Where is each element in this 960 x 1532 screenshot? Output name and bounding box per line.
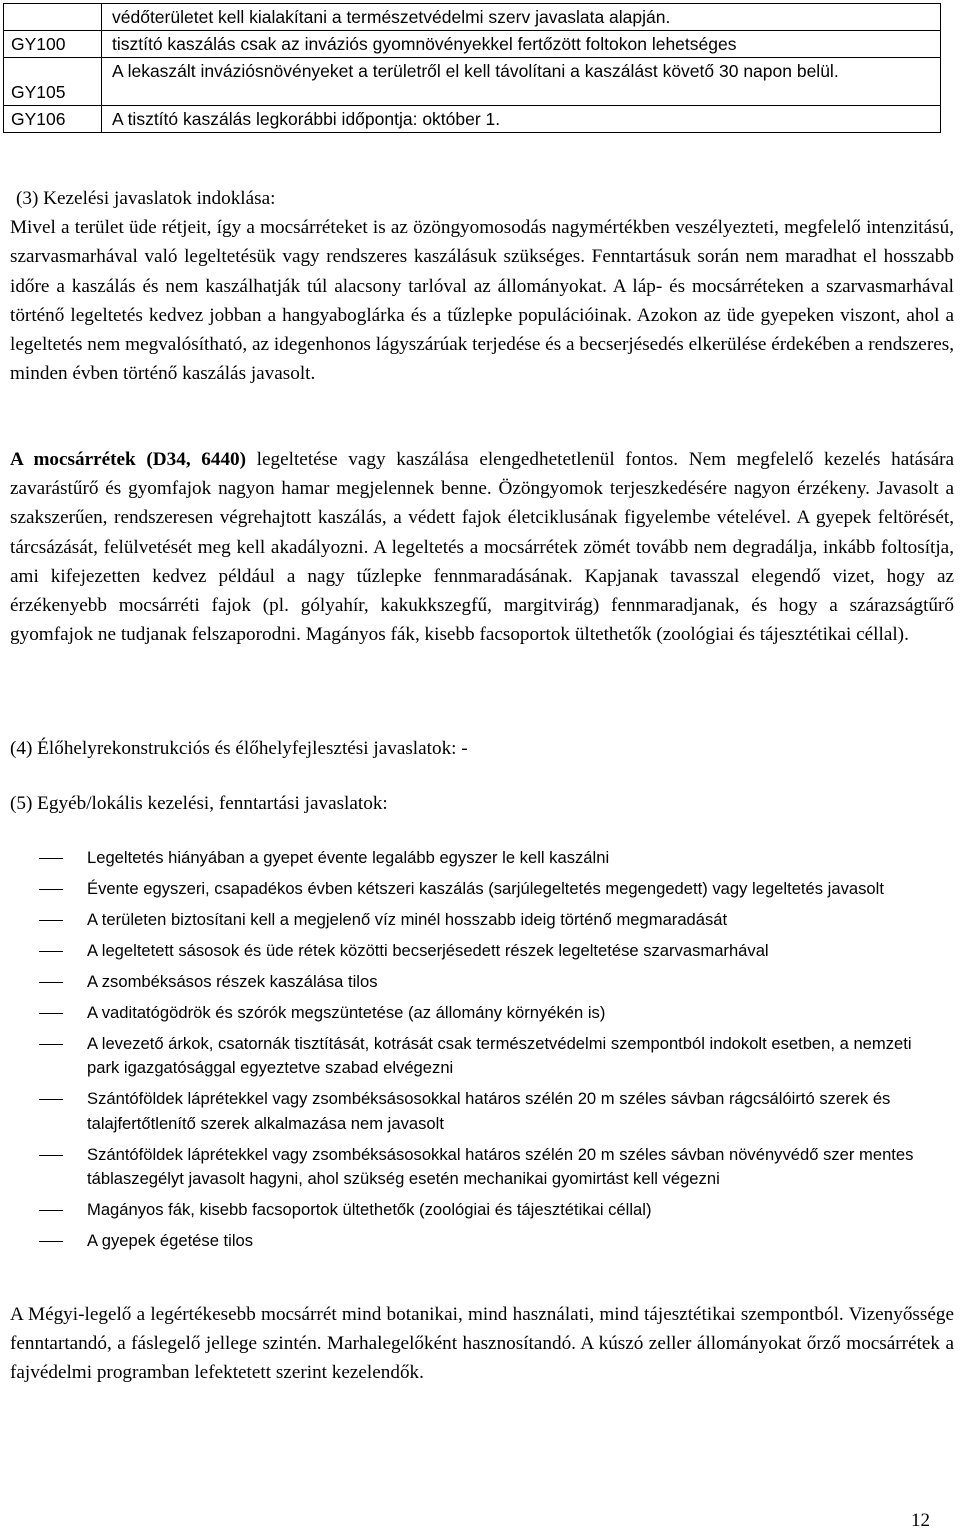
list-item [0,1198,960,1222]
dash-bullet [39,1155,63,1156]
section-3-heading: (3) Kezelési javaslatok indoklása: [16,188,276,209]
description-cell: tisztító kaszálás csak az inváziós gyomnövényekkel fertőzött foltokon lehetséges [102,31,941,58]
list-item [0,1087,960,1136]
list-item [0,1229,960,1253]
dash-bullet [39,1099,63,1100]
mocsarret-bold-lead: A mocsárrétek (D34, 6440) [10,449,247,470]
recommendation-list [0,846,960,1260]
list-item-text: Évente egyszeri, csapadékos évben kétszeri kaszálás (sarjúlegeltetés megengedett) vagy legeltetés javasolt [87,879,884,898]
dash-bullet [39,1044,63,1045]
dash-bullet [39,1241,63,1242]
dash-bullet [39,920,63,921]
closing-paragraph-block [10,1300,954,1388]
list-item-text: A területen biztosítani kell a megjelenő víz minél hosszabb ideig történő megmaradását [87,910,728,929]
dash-bullet [39,1210,63,1211]
list-item [0,1001,960,1025]
list-item-text: Magányos fák, kisebb facsoportok ültethetők (zoológiai és tájesztétikai céllal) [87,1200,652,1220]
list-item [0,970,960,994]
section-5-heading: (5) Egyéb/lokális kezelési, fenntartási javaslatok: [10,793,388,814]
table-row [4,58,941,106]
section-3-paragraph: Mivel a terület üde rétjeit, így a mocsárréteket is az özöngyomosodás nagymértékben veszélyezteti, megfelelő intenzitású, szarvasmarhával való legeltetésük vagy rendszeres kaszálásuk szükséges. Fenntartásuk során nem maradhat el hosszabb időre a kaszálás és nem kaszálhatják túl alacsony tarlóval az állományokat. A láp- és mocsárréteken a szarvasmarhával történő legeltetés kedvez jobban a hangyaboglárka és a tűzlepke populációinak. Azokon az üde gyepeken viszont, ahol a legeltetés nem megvalósítható, az idegenhonos lágyszárúak terjedése és a becserjésedés elkerülése érdekében a rendszeres, minden évben történő kaszálás javasolt. [10,217,954,385]
list-item-text: Legeltetés hiányában a gyepet évente legalább egyszer le kell kaszálni [87,848,610,867]
dash-bullet [39,858,63,859]
code-cell: GY106 [4,106,102,133]
dash-bullet [39,951,63,952]
section-3 [10,184,954,388]
page-number: 12 [911,1510,930,1531]
dash-bullet [39,1013,63,1014]
list-item [0,908,960,932]
table-row [4,106,941,133]
list-item [0,939,960,963]
list-item-text: Szántóföldek láprétekkel vagy zsombéksásosokkal határos szélén 20 m széles sávban rágcsálóirtó szerek és talajfertőtlenítő szerek alkalmazása nem javasolt [87,1089,891,1133]
code-cell: GY100 [4,31,102,58]
dash-bullet [39,889,63,890]
list-item-text: A levezető árkok, csatornák tisztítását, kotrását csak természetvédelmi szempontból indokolt esetben, a nemzeti park igazgatósággal egyeztetve szabad elvégezni [87,1034,912,1078]
table-row [4,31,941,58]
list-item-text: A legeltetett sásosok és üde rétek közötti becserjésedett részek legeltetése szarvasmarhával [87,941,769,960]
table-row [4,4,941,31]
list-item-text: A gyepek égetése tilos [87,1231,254,1251]
list-item [0,1032,960,1081]
description-cell: A lekaszált inváziósnövényeket a területről el kell távolítani a kaszálást követő 30 napon belül. [102,58,941,106]
closing-paragraph: A Mégyi-legelő a legértékesebb mocsárrét mind botanikai, mind használati, mind tájesztétikai szempontból. Vizenyőssége fenntartandó, a fáslegelő jellege szintén. Marhalegelőként hasznosítandó. A kúszó zeller állományokat őrző mocsárrétek a fajvédelmi programban lefektetett szerint kezelendők. [10,1304,954,1384]
list-item [0,846,960,870]
mocsarret-text: legeltetése vagy kaszálása elengedhetetlenül fontos. Nem megfelelő kezelés hatására zavarástűrő és gyomfajok nagyon hamar megjelennek benne. Özöngyomok terjeszkedésére nagyon érzékeny. Javasolt a szakszerűen, rendszeresen végrehajtott kaszálás, a védett fajok életciklusának figyelembe vételével. A gyepek feltörését, tárcsázását, felülvetését meg kell akadályozni. A legeltetés a mocsárrétek zömét tovább nem degradálja, inkább foltosítja, ami kifejezetten kedvez például a nagy tűzlepke fennmaradásának. Kapjanak tavasszal elegendő vizet, hogy az érzékenyebb mocsárréti fajok (pl. gólyahír, kakukkszegfű, margitvirág) fennmaradjanak, és hogy a szárazságtűrő gyomfajok ne tudjanak felszaporodni. Magányos fák, kisebb facsoportok ültethetők (zoológiai és tájesztétikai céllal). [10,449,954,646]
list-item [0,877,960,901]
management-codes-table [3,3,941,133]
code-cell [4,4,102,31]
description-cell: A tisztító kaszálás legkorábbi időpontja: október 1. [102,106,941,133]
description-cell: védőterületet kell kialakítani a természetvédelmi szerv javaslata alapján. [102,4,941,31]
section-4-heading: (4) Élőhelyrekonstrukciós és élőhelyfejlesztési javaslatok: - [10,738,468,759]
list-item [0,1143,960,1192]
list-item-text: A vaditatógödrök és szórók megszüntetése (az állomány környékén is) [87,1003,606,1022]
list-item-text: Szántóföldek láprétekkel vagy zsombéksásosokkal határos szélén 20 m széles sávban növényvédő szer mentes táblaszegélyt javasolt hagyni, ahol szükség esetén mechanikai gyomirtást kell végezni [87,1144,914,1189]
code-cell: GY105 [4,58,102,106]
dash-bullet [39,982,63,983]
list-item-text: A zsombéksásos részek kaszálása tilos [87,972,378,991]
mocsarret-paragraph [10,445,954,649]
mocsarret-text-block [10,445,954,649]
